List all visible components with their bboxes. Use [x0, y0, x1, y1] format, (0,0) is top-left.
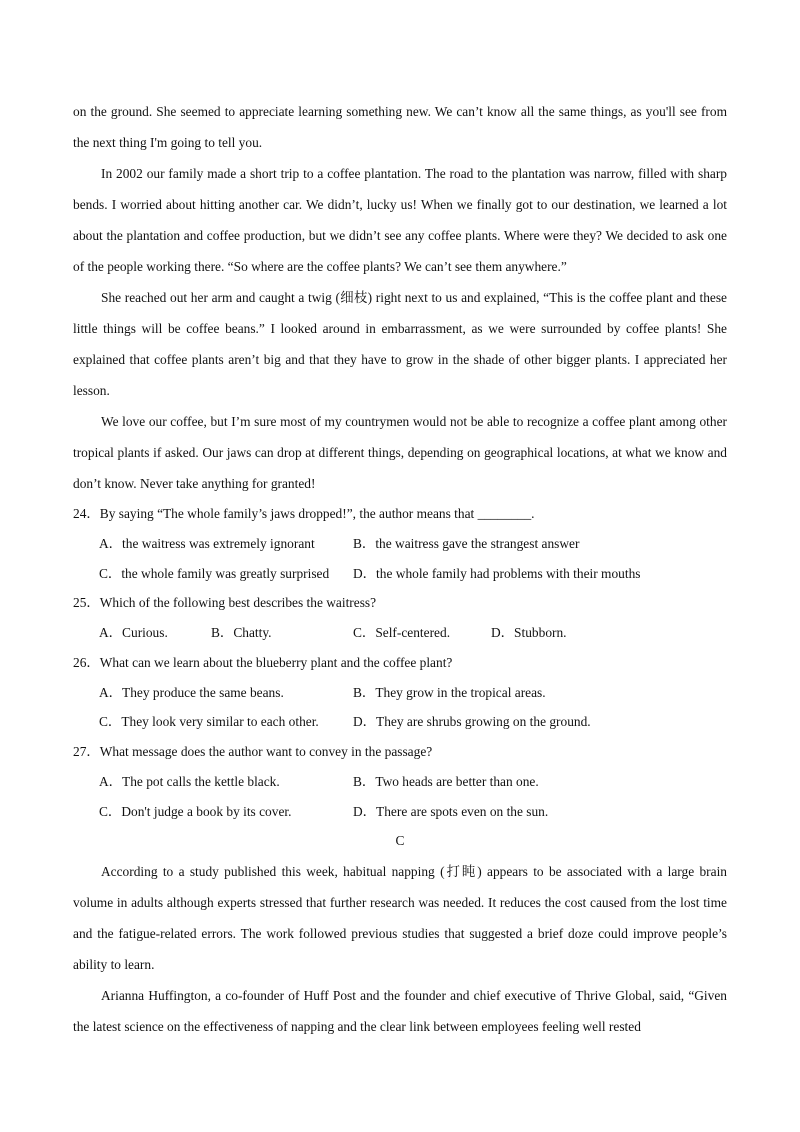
passage-c-paragraph-1: According to a study published this week, habitual napping (打盹) appears to be associated with a large brain volume in adults although experts stressed that further research was needed. It reduces the cost caused from the lost time and the fatigue-related errors. The work followed previous studies that suggested a brief doze could improve people’s ability to learn. [73, 864, 727, 973]
option-b: B．the waitress gave the strangest answer [353, 536, 580, 551]
option-row [73, 767, 727, 797]
passage-b-paragraph-4: We love our coffee, but I’m sure most of my countrymen would not be able to recognize a coffee plant among other tropical plants if asked. Our jaws can drop at different things, depending on geographical locations, at what we know and don’t know. Never take anything for granted! [73, 414, 727, 491]
passage-b-paragraph-2: In 2002 our family made a short trip to a coffee plantation. The road to the plantation was narrow, filled with sharp bends. I worried about hitting another car. We didn’t, lucky us! When we finally got to our destination, we learned a lot about the plantation and coffee production, but we didn’t see any coffee plants. Where were they? We decided to ask one of the people working there. “So where are the coffee plants? We can’t see them anywhere.” [73, 166, 727, 274]
option-b: B．Chatty. [211, 625, 272, 641]
question-24 [73, 499, 727, 588]
question-stem: 26．What can we learn about the blueberry plant and the coffee plant? [73, 654, 453, 670]
option-a: A．the waitress was extremely ignorant [99, 536, 315, 551]
option-c: C．Don't judge a book by its cover. [99, 803, 292, 819]
passage-c-paragraph-2: Arianna Huffington, a co-founder of Huff Post and the founder and chief executive of Thrive Global, said, “Given the latest science on the effectiveness of napping and the clear link between employees feeling well rested [73, 988, 727, 1035]
option-c: C．They look very similar to each other. [99, 714, 319, 730]
question-25 [73, 588, 727, 648]
option-a: A．Curious. [99, 625, 168, 641]
section-heading: C [395, 833, 405, 849]
option-c: C．the whole family was greatly surprised [99, 565, 330, 581]
passage-b-paragraph-3: She reached out her arm and caught a twig (细枝) right next to us and explained, “This is the coffee plant and these little things will be coffee beans.” I looked around in embarrassment, as we were surrounded by coffee plants! She explained that coffee plants aren’t big and that they have to grow in the shade of other bigger plants. I appreciated her lesson. [73, 290, 727, 398]
exam-page [73, 96, 727, 1042]
option-row [73, 797, 727, 827]
option-d: D．Stubborn. [491, 625, 567, 641]
option-a: A．They produce the same beans. [99, 684, 284, 700]
option-a: A．The pot calls the kettle black. [99, 773, 280, 789]
option-row [73, 678, 727, 708]
option-row [73, 559, 727, 589]
option-row [73, 529, 727, 559]
option-d: D．There are spots even on the sun. [353, 803, 549, 819]
option-b: B．They grow in the tropical areas. [353, 684, 546, 700]
question-stem: 24．By saying “The whole family’s jaws dropped!”, the author means that ________. [73, 506, 535, 521]
option-d: D．They are shrubs growing on the ground. [353, 714, 591, 730]
option-row [73, 707, 727, 737]
passage-b-paragraph-1: on the ground. She seemed to appreciate learning something new. We can’t know all the same things, as you'll see from the next thing I'm going to tell you. [73, 104, 727, 150]
option-c: C．Self-centered. [353, 625, 451, 641]
option-d: D．the whole family had problems with their mouths [353, 565, 641, 581]
question-26 [73, 648, 727, 737]
option-row [73, 618, 727, 648]
question-27 [73, 737, 727, 826]
question-stem: 25．Which of the following best describes the waitress? [73, 595, 377, 611]
option-b: B．Two heads are better than one. [353, 773, 539, 789]
question-stem: 27．What message does the author want to convey in the passage? [73, 743, 433, 759]
